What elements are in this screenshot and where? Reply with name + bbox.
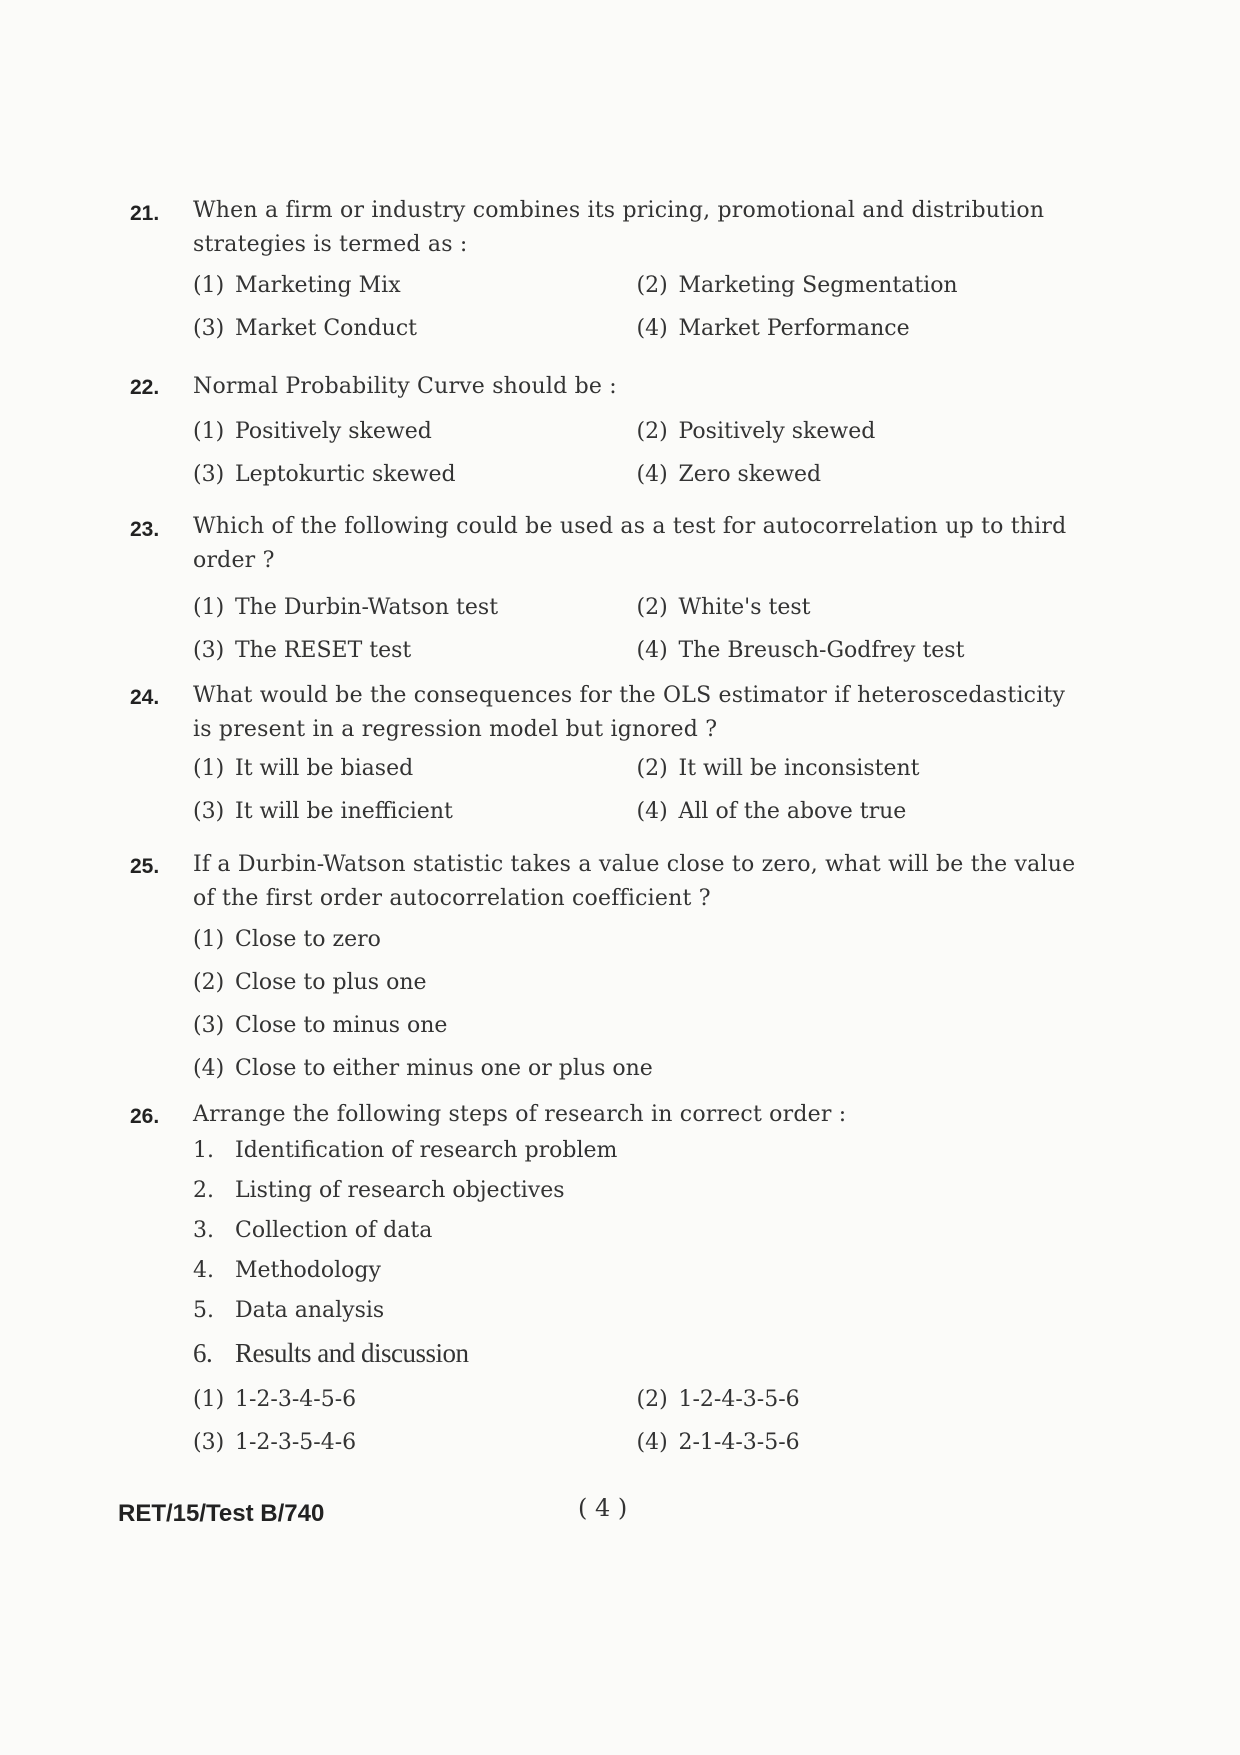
options bbox=[193, 586, 1080, 672]
option-1: (1) Marketing Mix bbox=[193, 273, 401, 298]
options bbox=[193, 747, 1080, 833]
option-4: (4) 2-1-4-3-5-6 bbox=[636, 1430, 800, 1455]
option-3: (3) It will be inefficient bbox=[193, 799, 453, 824]
question-text: If a Durbin-Watson statistic takes a value close to zero, what will be the value of the first order autocorrelation coefficient ? bbox=[193, 852, 1076, 911]
question-22 bbox=[130, 376, 1080, 496]
question-number: 21. bbox=[130, 202, 160, 225]
option-1: (1) It will be biased bbox=[193, 756, 414, 781]
option-1: (1) Positively skewed bbox=[193, 419, 432, 444]
options bbox=[193, 264, 1080, 350]
list-item: 6. Results and discussion bbox=[193, 1337, 469, 1368]
question-25 bbox=[130, 852, 1080, 1090]
option-3: (3) 1-2-3-5-4-6 bbox=[193, 1430, 357, 1455]
options bbox=[193, 410, 1080, 496]
option-4: (4) Zero skewed bbox=[636, 462, 822, 487]
list-item: 1. Identification of research problem bbox=[193, 1137, 618, 1163]
question-text: Which of the following could be used as a test for autocorrelation up to third order ? bbox=[193, 514, 1067, 573]
question-text: What would be the consequences for the OLS estimator if heteroscedasticity is present in a regression model but ignored ? bbox=[193, 683, 1066, 742]
options bbox=[193, 1378, 1080, 1464]
option-2: (2) White's test bbox=[636, 595, 811, 620]
list-item: 2. Listing of research objectives bbox=[193, 1177, 565, 1203]
research-steps bbox=[193, 1130, 1080, 1376]
question-text: Arrange the following steps of research in correct order : bbox=[193, 1102, 847, 1127]
question-24 bbox=[130, 683, 1080, 833]
option-3: (3) Close to minus one bbox=[193, 1013, 448, 1038]
option-2: (2) 1-2-4-3-5-6 bbox=[636, 1387, 800, 1412]
option-3: (3) Leptokurtic skewed bbox=[193, 462, 456, 487]
question-text: Normal Probability Curve should be : bbox=[193, 374, 617, 399]
paper-code: RET/15/Test B/740 bbox=[118, 1500, 325, 1527]
question-number: 26. bbox=[130, 1105, 160, 1128]
option-1: (1) The Durbin-Watson test bbox=[193, 595, 499, 620]
option-3: (3) The RESET test bbox=[193, 638, 412, 663]
option-4: (4) Close to either minus one or plus one bbox=[193, 1056, 653, 1081]
question-number: 25. bbox=[130, 855, 160, 878]
question-23 bbox=[130, 514, 1080, 672]
option-4: (4) Market Performance bbox=[636, 316, 910, 341]
question-number: 22. bbox=[130, 376, 160, 399]
option-1: (1) 1-2-3-4-5-6 bbox=[193, 1387, 357, 1412]
options bbox=[193, 918, 1080, 1090]
option-2: (2) It will be inconsistent bbox=[636, 756, 920, 781]
option-2: (2) Close to plus one bbox=[193, 970, 427, 995]
option-4: (4) The Breusch-Godfrey test bbox=[636, 638, 965, 663]
option-2: (2) Marketing Segmentation bbox=[636, 273, 958, 298]
list-item: 4. Methodology bbox=[193, 1257, 381, 1283]
question-number: 24. bbox=[130, 686, 160, 709]
option-2: (2) Positively skewed bbox=[636, 419, 876, 444]
option-3: (3) Market Conduct bbox=[193, 316, 418, 341]
question-text: When a firm or industry combines its pricing, promotional and distribution strategies is termed as : bbox=[193, 198, 1045, 257]
question-21 bbox=[130, 198, 1080, 350]
page-number: ( 4 ) bbox=[578, 1494, 628, 1522]
option-4: (4) All of the above true bbox=[636, 799, 907, 824]
option-1: (1) Close to zero bbox=[193, 927, 381, 952]
list-item: 5. Data analysis bbox=[193, 1297, 385, 1323]
list-item: 3. Collection of data bbox=[193, 1217, 433, 1243]
question-number: 23. bbox=[130, 518, 160, 541]
question-26 bbox=[130, 1102, 1080, 1464]
